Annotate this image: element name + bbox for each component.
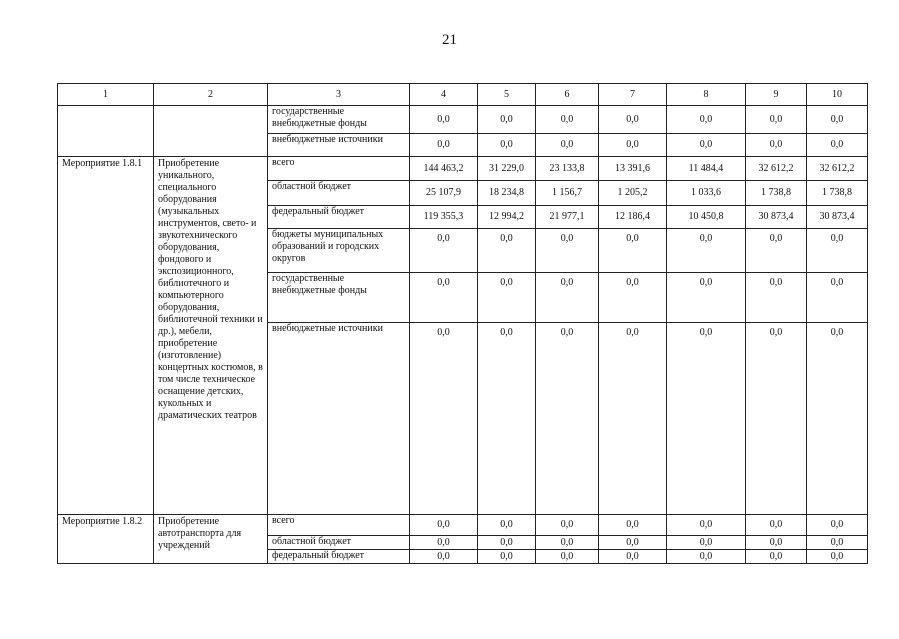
value-cell: 0,0 — [536, 229, 599, 273]
value-cell: 32 612,2 — [746, 157, 807, 181]
value-cell: 0,0 — [807, 229, 868, 273]
value-cell: 11 484,4 — [667, 157, 746, 181]
value-cell: 1 156,7 — [536, 181, 599, 206]
empty-cell — [154, 106, 268, 157]
value-cell: 0,0 — [536, 106, 599, 134]
funding-source: бюджеты муниципальных образований и городских округов — [268, 229, 410, 273]
column-header: 6 — [536, 84, 599, 106]
value-cell: 0,0 — [478, 536, 536, 550]
value-cell: 0,0 — [807, 323, 868, 515]
value-cell: 0,0 — [667, 273, 746, 323]
value-cell: 0,0 — [807, 536, 868, 550]
activity-name: Приобретение уникального, специального оборудования (музыкальных инструментов, свето- и звукотехнического оборудования, фондового и экспозиционного, библиотечного и компьютерного оборудования, библиотечной техники и др.), мебели, приобретение (изготовление) концертных костюмов, в том числе техническое оснащение детских, кукольных и драматических театров — [154, 157, 268, 515]
value-cell: 119 355,3 — [410, 206, 478, 229]
funding-source: областной бюджет — [268, 181, 410, 206]
column-header: 10 — [807, 84, 868, 106]
value-cell: 0,0 — [536, 550, 599, 564]
funding-source: всего — [268, 157, 410, 181]
value-cell: 0,0 — [410, 273, 478, 323]
value-cell: 0,0 — [410, 536, 478, 550]
value-cell: 0,0 — [599, 323, 667, 515]
column-header: 1 — [58, 84, 154, 106]
table-row — [58, 106, 868, 134]
value-cell: 0,0 — [746, 134, 807, 157]
value-cell: 1 738,8 — [807, 181, 868, 206]
value-cell: 12 994,2 — [478, 206, 536, 229]
value-cell: 0,0 — [478, 106, 536, 134]
value-cell: 0,0 — [599, 550, 667, 564]
funding-source: федеральный бюджет — [268, 550, 410, 564]
value-cell: 0,0 — [410, 515, 478, 536]
value-cell: 0,0 — [536, 323, 599, 515]
value-cell: 0,0 — [478, 134, 536, 157]
value-cell: 13 391,6 — [599, 157, 667, 181]
value-cell: 0,0 — [599, 536, 667, 550]
value-cell: 0,0 — [746, 106, 807, 134]
value-cell: 31 229,0 — [478, 157, 536, 181]
budget-table — [57, 83, 868, 564]
value-cell: 0,0 — [807, 550, 868, 564]
value-cell: 0,0 — [478, 273, 536, 323]
value-cell: 0,0 — [536, 515, 599, 536]
value-cell: 0,0 — [478, 515, 536, 536]
value-cell: 0,0 — [478, 229, 536, 273]
value-cell: 0,0 — [599, 229, 667, 273]
funding-source: федеральный бюджет — [268, 206, 410, 229]
value-cell: 0,0 — [599, 106, 667, 134]
column-header: 5 — [478, 84, 536, 106]
value-cell: 0,0 — [746, 536, 807, 550]
value-cell: 0,0 — [746, 273, 807, 323]
value-cell: 0,0 — [746, 550, 807, 564]
value-cell: 0,0 — [807, 273, 868, 323]
value-cell: 144 463,2 — [410, 157, 478, 181]
column-header: 7 — [599, 84, 667, 106]
table-row — [58, 515, 868, 536]
funding-source: государственные внебюджетные фонды — [268, 106, 410, 134]
value-cell: 0,0 — [667, 515, 746, 536]
column-header: 2 — [154, 84, 268, 106]
empty-cell — [58, 106, 154, 157]
value-cell: 0,0 — [599, 134, 667, 157]
value-cell: 0,0 — [536, 536, 599, 550]
value-cell: 0,0 — [599, 515, 667, 536]
funding-source: всего — [268, 515, 410, 536]
value-cell: 0,0 — [667, 106, 746, 134]
value-cell: 30 873,4 — [807, 206, 868, 229]
funding-source: внебюджетные источники — [268, 134, 410, 157]
value-cell: 1 205,2 — [599, 181, 667, 206]
value-cell: 0,0 — [667, 134, 746, 157]
value-cell: 0,0 — [807, 515, 868, 536]
value-cell: 0,0 — [599, 273, 667, 323]
funding-source: внебюджетные источники — [268, 323, 410, 515]
value-cell: 0,0 — [667, 323, 746, 515]
value-cell: 0,0 — [667, 229, 746, 273]
value-cell: 0,0 — [746, 323, 807, 515]
value-cell: 0,0 — [807, 106, 868, 134]
header-row — [58, 84, 868, 106]
value-cell: 32 612,2 — [807, 157, 868, 181]
value-cell: 23 133,8 — [536, 157, 599, 181]
activity-name: Приобретение автотранспорта для учреждений — [154, 515, 268, 564]
activity-code: Мероприятие 1.8.1 — [58, 157, 154, 515]
activity-code: Мероприятие 1.8.2 — [58, 515, 154, 564]
value-cell: 0,0 — [410, 106, 478, 134]
value-cell: 0,0 — [410, 134, 478, 157]
value-cell: 0,0 — [536, 273, 599, 323]
value-cell: 25 107,9 — [410, 181, 478, 206]
funding-source: областной бюджет — [268, 536, 410, 550]
value-cell: 0,0 — [410, 229, 478, 273]
value-cell: 12 186,4 — [599, 206, 667, 229]
value-cell: 0,0 — [807, 134, 868, 157]
column-header: 8 — [667, 84, 746, 106]
value-cell: 0,0 — [478, 323, 536, 515]
value-cell: 0,0 — [410, 550, 478, 564]
funding-source: государственные внебюджетные фонды — [268, 273, 410, 323]
value-cell: 18 234,8 — [478, 181, 536, 206]
value-cell: 0,0 — [410, 323, 478, 515]
page-number: 21 — [442, 32, 457, 48]
value-cell: 0,0 — [667, 550, 746, 564]
value-cell: 21 977,1 — [536, 206, 599, 229]
value-cell: 0,0 — [478, 550, 536, 564]
column-header: 3 — [268, 84, 410, 106]
value-cell: 1 738,8 — [746, 181, 807, 206]
value-cell: 0,0 — [536, 134, 599, 157]
column-header: 4 — [410, 84, 478, 106]
value-cell: 0,0 — [746, 515, 807, 536]
value-cell: 30 873,4 — [746, 206, 807, 229]
value-cell: 1 033,6 — [667, 181, 746, 206]
column-header: 9 — [746, 84, 807, 106]
value-cell: 0,0 — [667, 536, 746, 550]
table-row — [58, 157, 868, 181]
value-cell: 10 450,8 — [667, 206, 746, 229]
value-cell: 0,0 — [746, 229, 807, 273]
